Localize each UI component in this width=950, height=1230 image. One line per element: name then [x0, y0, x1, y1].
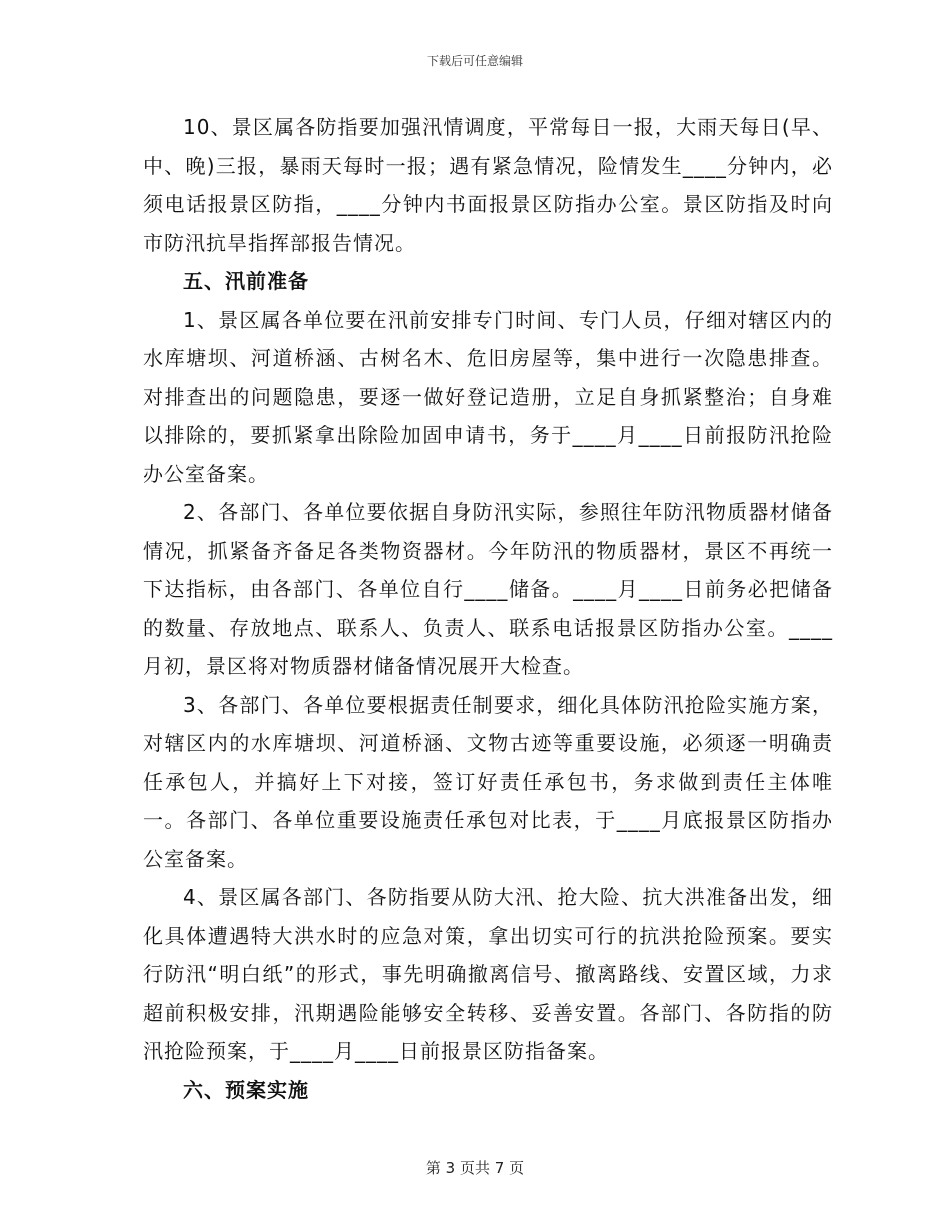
- paragraph-text: 各部门、各单位要依据自身防汛实际，参照往年防汛物质器材储备情况，抓紧备齐备足各类物资器材。今年防汛的物质器材，景区不再统一下达指标，由各部门、各单位自行____储备。____月____日前务必把储备的数量、存放地点、联系人、负责人、联系电话报景区防指办公室。____月初，景区将对物质器材储备情况展开大检查。: [143, 500, 834, 678]
- paragraph-4: [143, 878, 833, 1071]
- paragraph-1: [143, 301, 833, 494]
- paragraph-text: 各部门、各单位要根据责任制要求，细化具体防汛抢险实施方案，对辖区内的水库塘坝、河道桥涵、文物古迹等重要设施，必须逐一明确责任承包人，并搞好上下对接，签订好责任承包书，务求做到责任主体唯一。各部门、各单位重要设施责任承包对比表，于____月底报景区防指办公室备案。: [143, 692, 834, 871]
- document-body: [143, 108, 833, 1109]
- paragraph-10: [143, 108, 833, 262]
- page-footer: 第 3 页共 7 页: [425, 1159, 525, 1177]
- paragraph-2: [143, 493, 833, 686]
- page-header: 下载后可任意编辑: [426, 54, 523, 68]
- section-heading-pre-flood-preparation: 五、汛前准备: [183, 269, 309, 293]
- section-heading-plan-implementation: 六、预案实施: [183, 1077, 309, 1102]
- paragraph-number: 4、: [183, 885, 219, 909]
- paragraph-number: 1、: [183, 307, 219, 332]
- paragraph-3: [143, 686, 833, 879]
- paragraph-text: 景区属各部门、各防指要从防大汛、抢大险、抗大洪准备出发，细化具体遭遇特大洪水时的应急对策，拿出切实可行的抗洪抢险预案。要实行防汛“明白纸”的形式，事先明确撤离信号、撤离路线、安置区域，力求超前积极安排，汛期遇险能够安全转移、妥善安置。各部门、各防指的防汛抢险预案，于____月____日前报景区防指备案。: [143, 885, 834, 1063]
- paragraph-number: 10、: [183, 115, 232, 139]
- paragraph-number: 3、: [183, 692, 219, 717]
- paragraph-text: 景区属各单位要在汛前安排专门时间、专门人员，仔细对辖区内的水库塘坝、河道桥涵、古树名木、危旧房屋等，集中进行一次隐患排查。对排查出的问题隐患，要逐一做好登记造册，立足自身抓紧整治；自身难以排除的，要抓紧拿出除险加固申请书，务于____月____日前报防汛抢险办公室备案。: [143, 307, 834, 486]
- paragraph-number: 2、: [183, 500, 219, 524]
- paragraph-text: 景区属各防指要加强汛情调度，平常每日一报，大雨天每日(早、中、晚)三报，暴雨天每时一报；遇有紧急情况，险情发生____分钟内，必须电话报景区防指，____分钟内书面报景区防指办公室。景区防指及时向市防汛抗旱指挥部报告情况。: [143, 115, 833, 255]
